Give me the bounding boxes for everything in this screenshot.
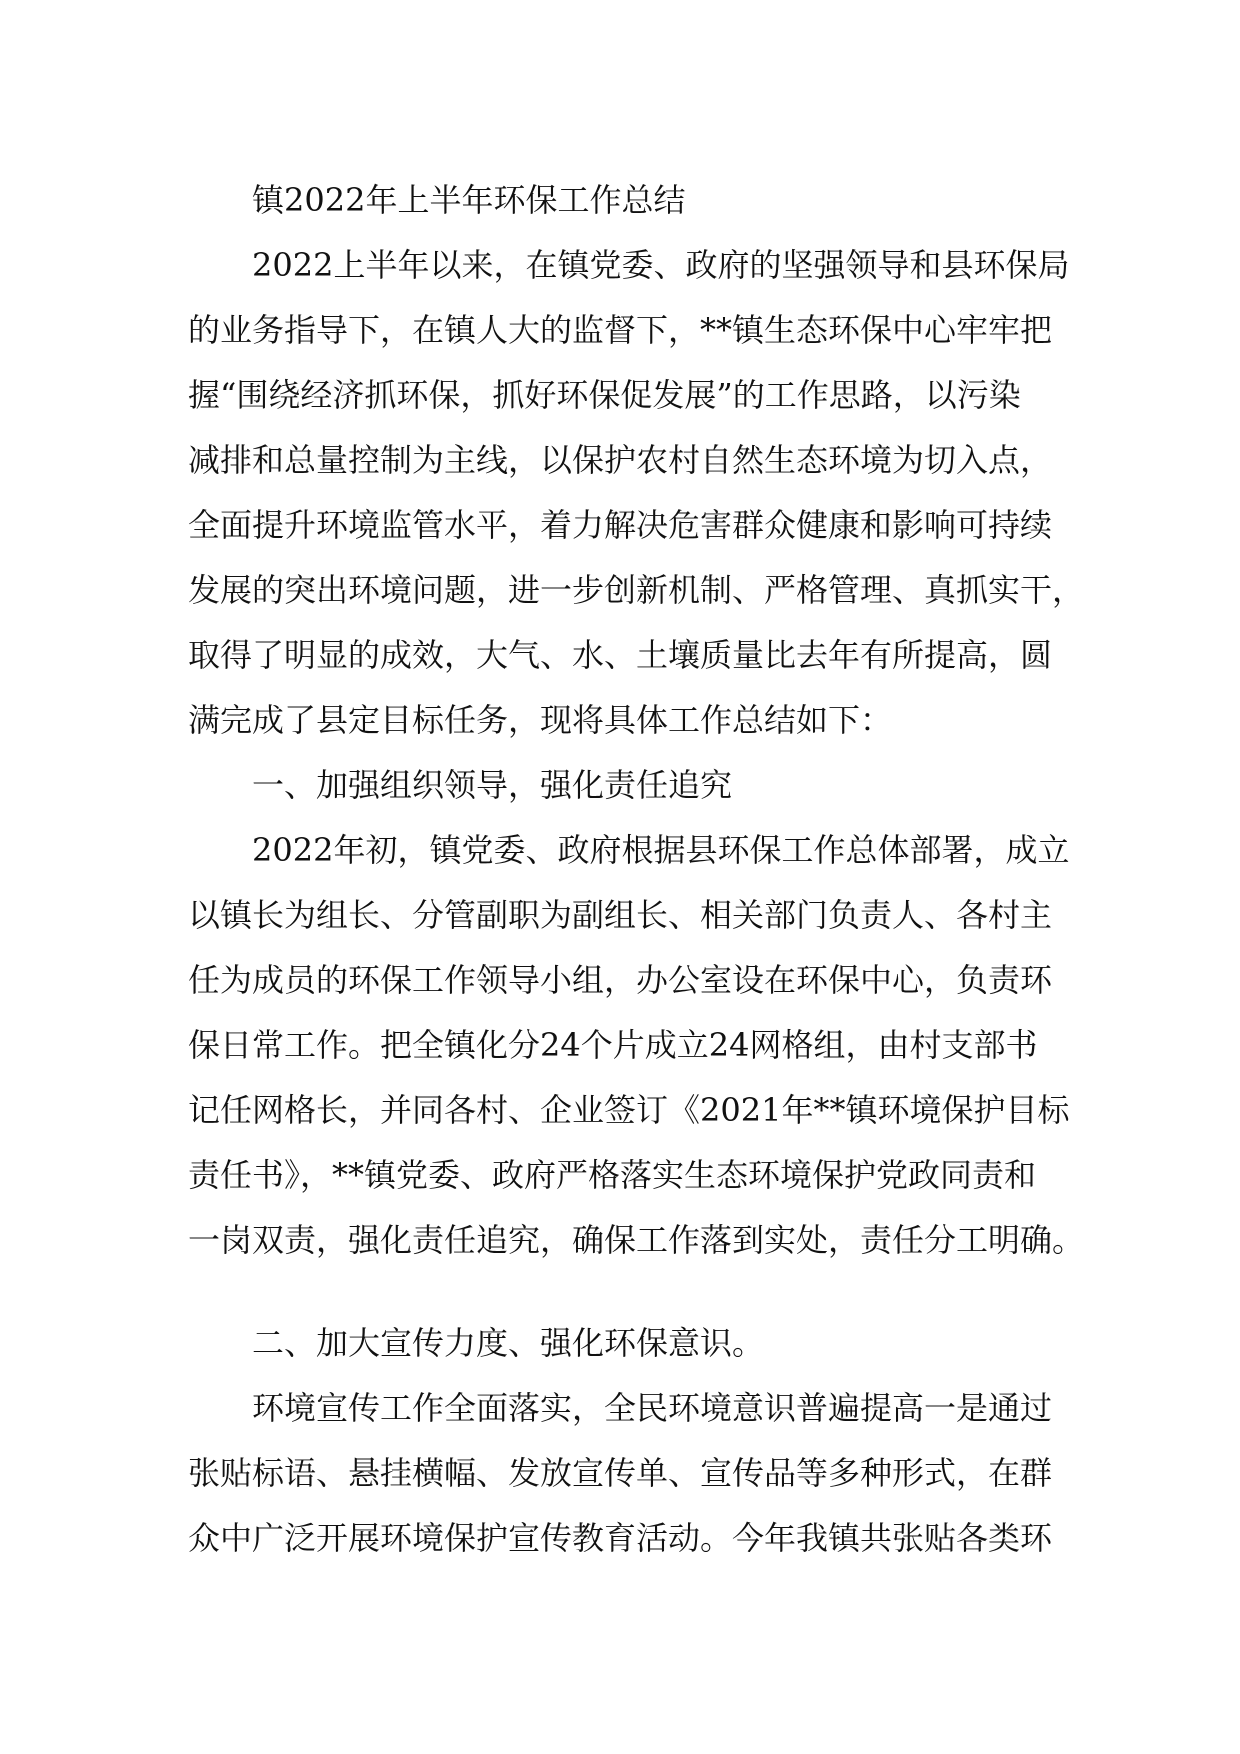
paragraph-line: 发展的突出环境问题，进一步创新机制、严格管理、真抓实干， [188, 571, 1085, 609]
paragraph-line: 任为成员的环保工作领导小组，办公室设在环保中心，负责环 [188, 961, 1053, 999]
section-heading-2: 二、加大宣传力度、强化环保意识。 [252, 1324, 765, 1362]
paragraph-line: 满完成了县定目标任务，现将具体工作总结如下： [188, 701, 893, 739]
paragraph-line: 张贴标语、悬挂横幅、发放宣传单、宣传品等多种形式，在群 [188, 1454, 1053, 1492]
paragraph-line: 一岗双责，强化责任追究，确保工作落到实处，责任分工明确。 [188, 1221, 1085, 1259]
paragraph-line: 众中广泛开展环境保护宣传教育活动。今年我镇共张贴各类环 [188, 1519, 1053, 1557]
paragraph-line: 责任书》，**镇党委、政府严格落实生态环境保护党政同责和 [188, 1156, 1037, 1194]
paragraph-publicity [188, 1376, 1064, 1571]
document-body [188, 168, 1085, 1571]
paragraph-spacer [188, 1273, 1064, 1311]
paragraph-line: 的业务指导下，在镇人大的监督下，**镇生态环保中心牢牢把 [188, 311, 1053, 349]
section-heading-1: 一、加强组织领导，强化责任追究 [252, 766, 733, 804]
paragraph-line: 环境宣传工作全面落实，全民环境意识普遍提高一是通过 [252, 1389, 1053, 1427]
paragraph-line: 2022上半年以来，在镇党委、政府的坚强领导和县环保局 [252, 246, 1070, 284]
paragraph-line: 2022年初，镇党委、政府根据县环保工作总体部署，成立 [252, 831, 1070, 869]
paragraph-line: 以镇长为组长、分管副职为副组长、相关部门负责人、各村主 [188, 896, 1053, 934]
paragraph-line: 全面提升环境监管水平，着力解决危害群众健康和影响可持续 [188, 506, 1053, 544]
paragraph-line: 减排和总量控制为主线，以保护农村自然生态环境为切入点， [188, 441, 1053, 479]
paragraph-intro [188, 233, 1085, 753]
paragraph-line: 取得了明显的成效，大气、水、土壤质量比去年有所提高，圆 [188, 636, 1053, 674]
paragraph-line: 记任网格长，并同各村、企业签订《2021年**镇环境保护目标 [188, 1091, 1070, 1129]
paragraph-organization [188, 818, 1085, 1273]
document-title: 镇2022年上半年环保工作总结 [252, 181, 686, 219]
paragraph-line: 保日常工作。把全镇化分24个片成立24网格组，由村支部书 [188, 1026, 1038, 1064]
paragraph-line: 握“围绕经济抓环保，抓好环保促发展”的工作思路，以污染 [188, 376, 1021, 414]
